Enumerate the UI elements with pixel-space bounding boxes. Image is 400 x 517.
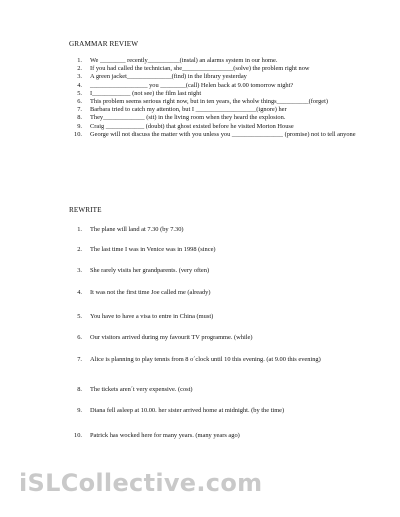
grammar-item: 7. Barbara tried to catch my attention, but I ___________________(ignore) her <box>77 106 287 114</box>
rewrite-item: 6. Our visitors arrived during my favourit TV programme. (while) <box>77 334 253 341</box>
rewrite-item: 8. The tickets aren´t very expensive. (cost) <box>77 386 193 393</box>
grammar-item: 8. They_____________ (sit) in the living room when they heard the explosion. <box>77 114 286 122</box>
rewrite-heading: REWRITE <box>69 206 102 214</box>
grammar-review-list <box>69 57 369 139</box>
rewrite-item: 5. You have to have a visa to entre in China (must) <box>77 313 214 320</box>
grammar-item: 3. A green jacket______________(find) in the library yesterday <box>77 73 247 81</box>
rewrite-item: 4. It was not the first time Joe called me (already) <box>77 289 211 296</box>
islcollective-watermark: iSLCollective.com <box>19 469 263 497</box>
grammar-item: 2. If you had called the technician, she________________(solve) the problem right now <box>77 65 310 73</box>
grammar-item: 9. Craig ____________ (doubt) that ghost existed before he visited Morton House <box>77 122 294 130</box>
grammar-item: 5. I____________ (not see) the film last night <box>77 89 202 97</box>
grammar-review-heading: GRAMMAR REVIEW <box>69 40 139 48</box>
rewrite-item: 9. Diana fell asleep at 10.00. her sister arrived home at midnight. (by the time) <box>77 407 285 414</box>
rewrite-item: 3. She rarely visits her grandparents. (very often) <box>77 267 210 274</box>
grammar-item: 10. George will not discuss the matter with you unless you ________________ (promise) not to tell anyone <box>74 130 356 138</box>
grammar-item: 1. We ________ recently__________(instal) an alarms system in our home. <box>77 57 278 64</box>
rewrite-item: 7. Alice is planning to play tennis from 8 o´clock until 10 this evening. (at 9.00 this evening) <box>77 356 321 363</box>
rewrite-item: 2. The last time I was in Venice was in 1998 (since) <box>77 246 216 253</box>
grammar-item: 6. This problem seems serious right now, but in ten years, the wholw things__________(forget) <box>77 98 329 106</box>
rewrite-item: 1. The plane will land at 7.30 (by 7.30) <box>77 226 184 233</box>
rewrite-item: 10. Patrick has wocked here for many years. (many years ago) <box>74 432 240 439</box>
grammar-item: 4. __________________ you ________(call) Helen back at 9.00 tomorrow night? <box>77 81 294 89</box>
